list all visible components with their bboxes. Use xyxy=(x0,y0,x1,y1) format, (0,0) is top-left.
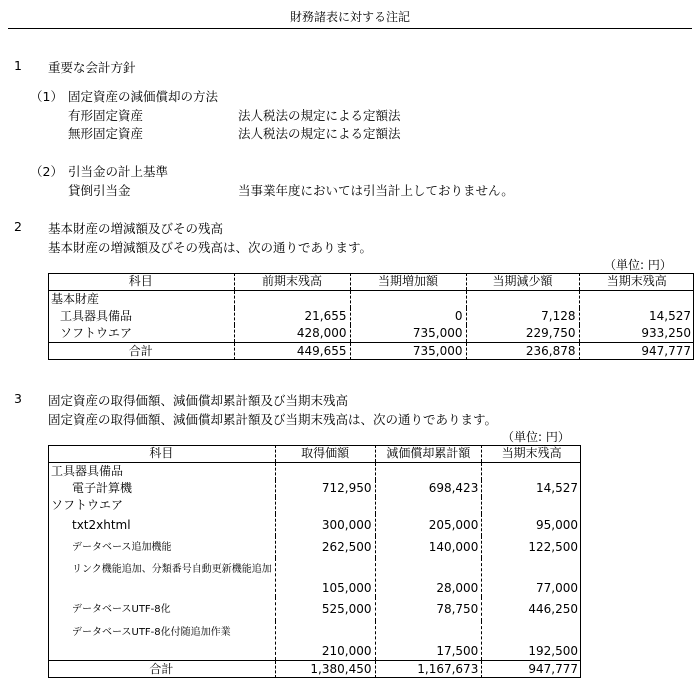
header-account: 科目 xyxy=(48,445,275,463)
header-decrease: 当期減少額 xyxy=(466,273,579,291)
row-label: データベースUTF-8化 xyxy=(72,603,171,615)
group-label: 基本財産 xyxy=(51,292,100,306)
header-account: 科目 xyxy=(48,273,234,291)
subsection-1-heading: 固定資産の減価償却の方法 xyxy=(68,89,219,104)
subsection-2-heading: 引当金の計上基準 xyxy=(68,164,169,179)
row-label: 電子計算機 xyxy=(72,481,133,495)
section-1-number: 1 xyxy=(14,58,22,73)
section-3-number: 3 xyxy=(14,391,22,406)
row-label: リンク機能追加、分類番号自動更新機能追加 xyxy=(72,564,272,575)
subsection-1-number: （1） xyxy=(30,89,63,104)
header-current-balance: 当期末残高 xyxy=(482,445,581,463)
row-label: txt2xhtml xyxy=(72,517,131,532)
header-prior-balance: 前期末残高 xyxy=(234,273,350,291)
policy-label-intangible: 無形固定資産 xyxy=(68,126,144,141)
section-2-heading: 基本財産の増減額及びその残高 xyxy=(48,221,224,236)
row-label: データベースUTF-8化付随追加作業 xyxy=(72,627,231,638)
section-3-heading: 固定資産の取得価額、減価償却累計額及び当期末残高 xyxy=(48,393,349,408)
total-label: 合計 xyxy=(48,661,275,679)
section-1-heading: 重要な会計方針 xyxy=(48,60,136,75)
header-acquisition-cost: 取得価額 xyxy=(275,445,375,463)
row-label: データベース追加機能 xyxy=(72,541,172,553)
section-2-description: 基本財産の増減額及びその残高は、次の通りであります。 xyxy=(48,240,373,255)
section-2-number: 2 xyxy=(14,219,22,234)
table-header-row xyxy=(48,445,581,463)
total-row: 合計 449,655 735,000 236,878 947,777 xyxy=(48,343,694,361)
table-row: ソフトウエア 428,000 735,000 229,750 933,250 xyxy=(48,325,694,343)
header-increase: 当期増加額 xyxy=(350,273,466,291)
subsection-2-number: （2） xyxy=(30,164,63,179)
section-3-description: 固定資産の取得価額、減価償却累計額及び当期末残高は、次の通りであります。 xyxy=(48,412,498,427)
table-row: データベース追加機能 262,500 140,000 122,500 xyxy=(48,536,581,558)
group-label: 工具器具備品 xyxy=(51,464,124,478)
section-2-unit: （単位: 円） xyxy=(604,258,672,272)
basic-assets-table xyxy=(48,273,694,360)
table-row: txt2xhtml 300,000 205,000 95,000 xyxy=(48,514,581,536)
table-row xyxy=(48,463,581,481)
allowance-value: 当事業年度においては引当計上しておりません。 xyxy=(238,183,514,198)
policy-value-intangible: 法人税法の規定による定額法 xyxy=(238,126,401,141)
table-row xyxy=(48,291,694,309)
total-label: 合計 xyxy=(48,343,234,361)
table-header-row xyxy=(48,273,694,291)
allowance-label: 貸倒引当金 xyxy=(68,183,131,198)
table-row xyxy=(48,497,581,514)
group-label: ソフトウエア xyxy=(51,498,124,512)
header-accumulated-depreciation: 減価償却累計額 xyxy=(375,445,482,463)
section-3-unit: （単位: 円） xyxy=(502,430,570,444)
table-row: データベースUTF-8化付随追加作業 210,000 17,500 192,500 xyxy=(48,621,581,661)
table-row: データベースUTF-8化 525,000 78,750 446,250 xyxy=(48,597,581,621)
table-row: 電子計算機 712,950 698,423 14,527 xyxy=(48,480,581,497)
header-current-balance: 当期末残高 xyxy=(579,273,694,291)
fixed-assets-table xyxy=(48,445,581,678)
policy-label-tangible: 有形固定資産 xyxy=(68,108,144,123)
page-title: 財務諸表に対する注記 xyxy=(289,10,410,24)
policy-value-tangible: 法人税法の規定による定額法 xyxy=(238,108,401,123)
row-label: 工具器具備品 xyxy=(60,309,133,323)
total-row: 合計 1,380,450 1,167,673 947,777 xyxy=(48,661,581,679)
row-label: ソフトウエア xyxy=(60,326,133,340)
table-row: 工具器具備品 21,655 0 7,128 14,527 xyxy=(48,308,694,325)
table-row: リンク機能追加、分類番号自動更新機能追加 105,000 28,000 77,000 xyxy=(48,558,581,597)
title-rule xyxy=(8,28,692,29)
